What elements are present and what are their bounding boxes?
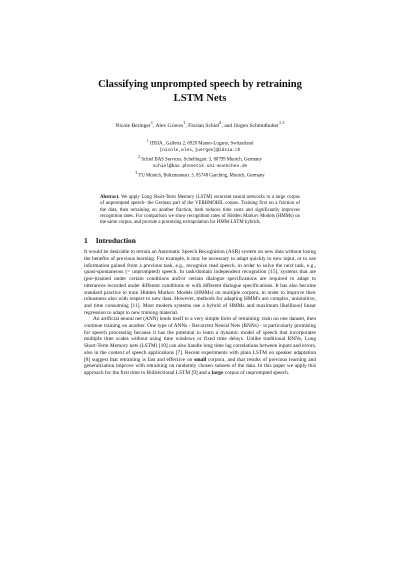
author-name: Jürgen Schmidhuber — [233, 122, 279, 129]
affiliation-text: Schiel BAS Services, Schellingstr. 3, 80799 Munich, Germany — [141, 157, 262, 163]
section-title: Introduction — [95, 236, 136, 246]
paragraph-text: An artificial neural net (ANN) lends itself to a very simple form of retraining: train on one dataset, then continue training on another. One type of ANNs - Recurrent Neural Nets (RNNs) - is particularly promising for speech processing because it has the potential to learn a dynamic model of speech that incorporates multiple time scales without using time windows or fixed time delays. Unlike traditional RNNs, Long Short-Term Memory nets (LSTM) [10] can also handle long time lag correlations between inputs and errors, also in the context of speech applications [7]. Recent experiments with plain LSTM on speaker adaptation [8] suggest that retraining is fast and effective on — [84, 316, 316, 363]
affiliation-mark: 3 — [135, 170, 138, 176]
abstract-label: Abstract. — [100, 195, 120, 201]
author-affiliation-mark: 2 — [219, 120, 222, 125]
affiliation — [84, 154, 316, 164]
paragraph-text: corpus of unprompted speech. — [223, 370, 290, 376]
author-name: Nicole Beringer — [115, 122, 151, 129]
affiliation — [84, 138, 316, 148]
affiliation-email[interactable]: {nicole,alex,juergen}@idsia.ch — [159, 147, 241, 153]
affiliation — [84, 170, 316, 180]
body-paragraph-1: It would be desirable to retrain an Automatic Speech Recognition (ASR) system on new data without losing the benefits of previous learning. For example, it may be necessary to adapt quickly to new input, or to use information gained from a previous task, e.g., recognize read speech, in order to solve the next task, e.g., quasi-spontaneous (= unprompted) speech. In task/domain independent recognition [15], systems that are (pre-)trained under certain conditions and/or certain dialogue specifications are required to adapt to utterances recorded under different conditions or with different dialogue specifications. It has also become standard practice to train Hidden Markov Models (HMMs) on multiple corpora, in order to improve their robustness also with respect to new data. However, methods for adapting HMM's are complex, unintuitive, and time consuming [11]. Most modern systems use a hybrid of HMMs and maximum likelihood linear regression to adapt to new training material. — [84, 249, 316, 316]
title-line-2: LSTM Nets — [173, 92, 227, 104]
author-affiliation-mark: 1 — [183, 120, 186, 125]
author-list — [84, 119, 316, 130]
affiliation-list — [84, 138, 316, 180]
author-name: Alex Graves — [155, 122, 184, 129]
affiliation-text: IDSIA , Galleria 2, 6928 Manno-Lugano, Switzerland — [149, 141, 254, 147]
section-heading — [84, 236, 316, 245]
affiliation-mark: 1 — [146, 137, 149, 143]
section-number: 1 — [84, 236, 88, 246]
emphasis-word: small — [194, 356, 207, 363]
title-line-1: Classifying unprompted speech by retraining — [98, 79, 302, 90]
emphasis-word: large — [211, 370, 224, 376]
abstract — [100, 195, 300, 226]
author-name: Florian Schiel — [188, 122, 220, 129]
abstract-text: We apply Long Short-Term Memory (LSTM) recurrent neural networks to a large corpus of unprompted speech- the German part of the VERBMOBIL corpus. Training first on a fraction of the data, then retraining on another fraction, both reduces time costs and significantly improves recognition rates. For comparison we show recognition rates of Hidden Markov Models (HMMs) on the same corpus, and provide a promising extrapolation for HMM-LSTM hybrids. — [100, 195, 300, 226]
author-affiliation-mark: 1 — [150, 120, 153, 125]
paragraph-text: corpora, and that results of previous learning and generalization improve with retraining on randomly chosen subsets of the data. In this paper we apply this approach for the first time to Bidirectional LSTM [9] and a — [84, 356, 316, 376]
affiliation-text: TU Munich, Boltzmannstr. 3, 85748 Garching, Munich, Germany — [138, 173, 265, 179]
paper-title — [84, 78, 316, 105]
author-affiliation-mark: 1,3 — [278, 120, 285, 125]
body-paragraph-2 — [84, 316, 316, 376]
affiliation-email[interactable]: schiel@bas.phonetik.uni-muenchen.de — [152, 163, 248, 169]
author-separator: , — [153, 122, 156, 129]
affiliation-mark: 2 — [138, 154, 141, 160]
author-separator: , and — [221, 122, 234, 129]
author-separator: , — [185, 122, 189, 129]
